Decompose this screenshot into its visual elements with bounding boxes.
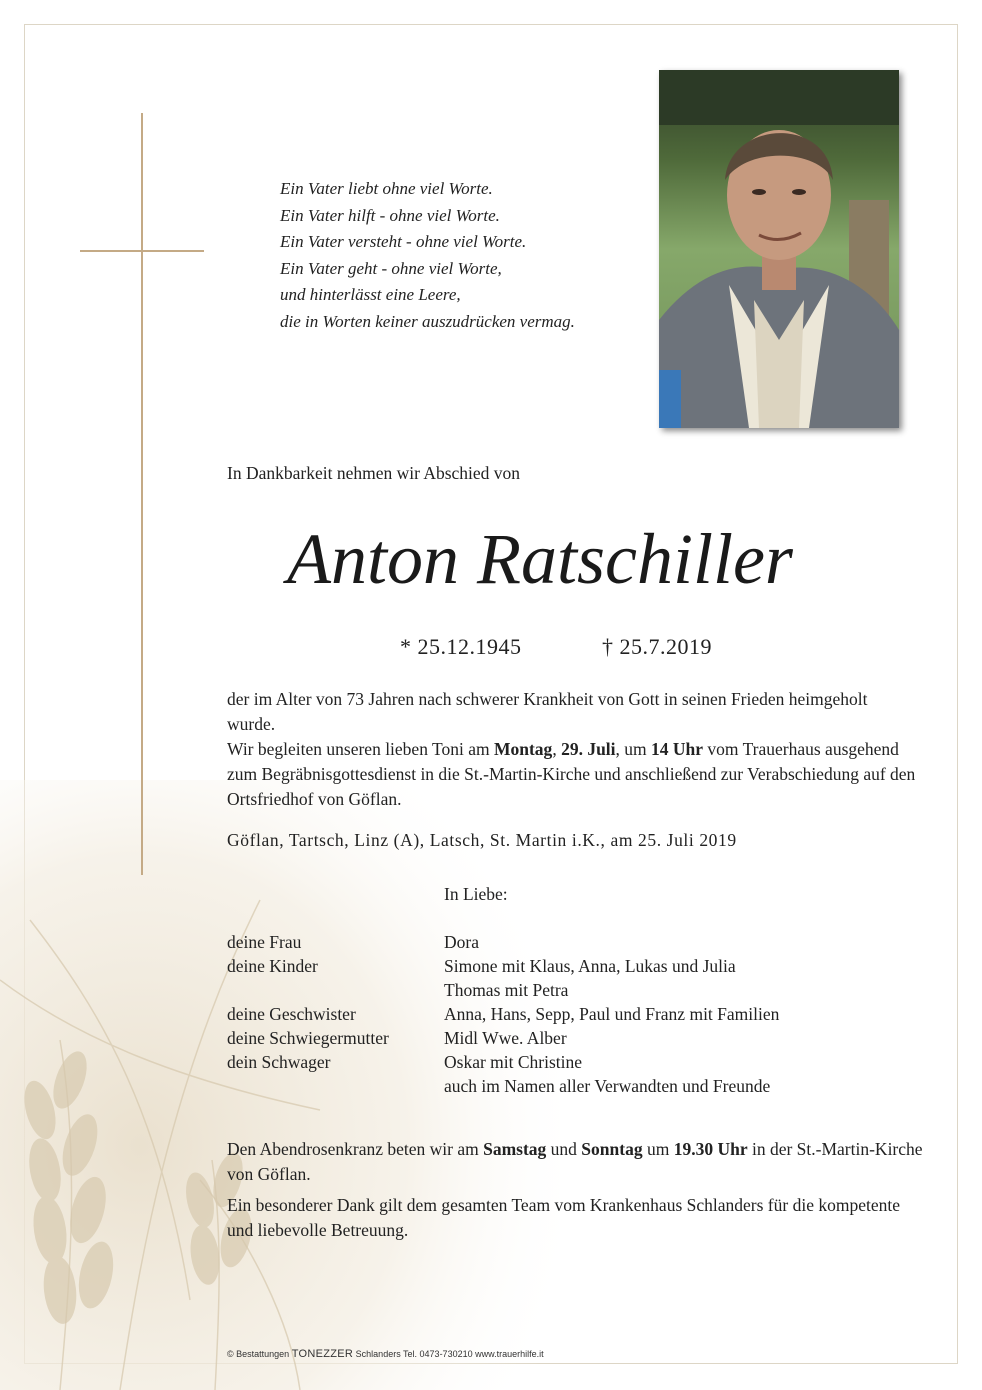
footer-credit: © Bestattungen TONEZZER Schlanders Tel. 0473-730210 www.trauerhilfe.it bbox=[227, 1348, 544, 1360]
funeral-home-brand: TONEZZER bbox=[291, 1348, 354, 1360]
family-row: deine Frau Dora bbox=[227, 932, 479, 952]
poem bbox=[280, 176, 575, 335]
rosary-info: Den Abendrosenkranz beten wir am Samstag und Sonntag um 19.30 Uhr in der St.-Martin-Kirche von Göflan. bbox=[227, 1139, 923, 1184]
deceased-name: Anton Ratschiller bbox=[287, 519, 793, 599]
family-row: dein Schwager Oskar mit Christine bbox=[227, 1052, 583, 1072]
poem-line: Ein Vater geht - ohne viel Worte, bbox=[280, 258, 502, 278]
thanks-note: Ein besonderer Dank gilt dem gesamten Team vom Krankenhaus Schlanders für die kompetente und liebevolle Betreuung. bbox=[227, 1195, 900, 1240]
death-date: † 25.7.2019 bbox=[602, 634, 712, 659]
in-liebe: In Liebe: bbox=[444, 884, 508, 904]
place-date: Göflan, Tartsch, Linz (A), Latsch, St. Martin i.K., am 25. Juli 2019 bbox=[227, 830, 737, 850]
announcement bbox=[227, 687, 917, 812]
announcement-line: der im Alter von 73 Jahren nach schwerer Krankheit von Gott in seinen Frieden heimgeholt wurde. bbox=[227, 689, 868, 734]
poem-line: die in Worten keiner auszudrücken vermag. bbox=[280, 311, 575, 331]
poem-line: Ein Vater hilft - ohne viel Worte. bbox=[280, 205, 500, 225]
family-row: Thomas mit Petra bbox=[444, 980, 569, 1000]
birth-date: * 25.12.1945 bbox=[400, 634, 522, 659]
poem-line: Ein Vater versteht - ohne viel Worte. bbox=[280, 232, 527, 251]
poem-line: und hinterlässt eine Leere, bbox=[280, 285, 461, 304]
family-list bbox=[227, 930, 779, 1098]
family-row: deine Schwiegermutter Midl Wwe. Alber bbox=[227, 1028, 567, 1048]
closing-notes bbox=[227, 1137, 927, 1249]
family-row: deine Geschwister Anna, Hans, Sepp, Paul und Franz mit Familien bbox=[227, 1004, 780, 1024]
funeral-info: Wir begleiten unseren lieben Toni am Montag, 29. Juli, um 14 Uhr vom Trauerhaus ausgehend zum Begräbnisgottesdienst in die St.-Martin-Kirche und anschließend zur Verabschiedung auf den Ortsfriedhof von Göflan. bbox=[227, 739, 916, 809]
portrait-photo bbox=[659, 70, 899, 428]
farewell-line: In Dankbarkeit nehmen wir Abschied von bbox=[227, 463, 521, 483]
cross-vertical bbox=[141, 113, 143, 875]
family-row: auch im Namen aller Verwandten und Freunde bbox=[444, 1076, 771, 1096]
poem-line: Ein Vater liebt ohne viel Worte. bbox=[280, 179, 493, 198]
cross-horizontal bbox=[80, 250, 204, 252]
life-dates bbox=[400, 634, 712, 660]
family-row: deine Kinder Simone mit Klaus, Anna, Lukas und Julia bbox=[227, 956, 736, 976]
